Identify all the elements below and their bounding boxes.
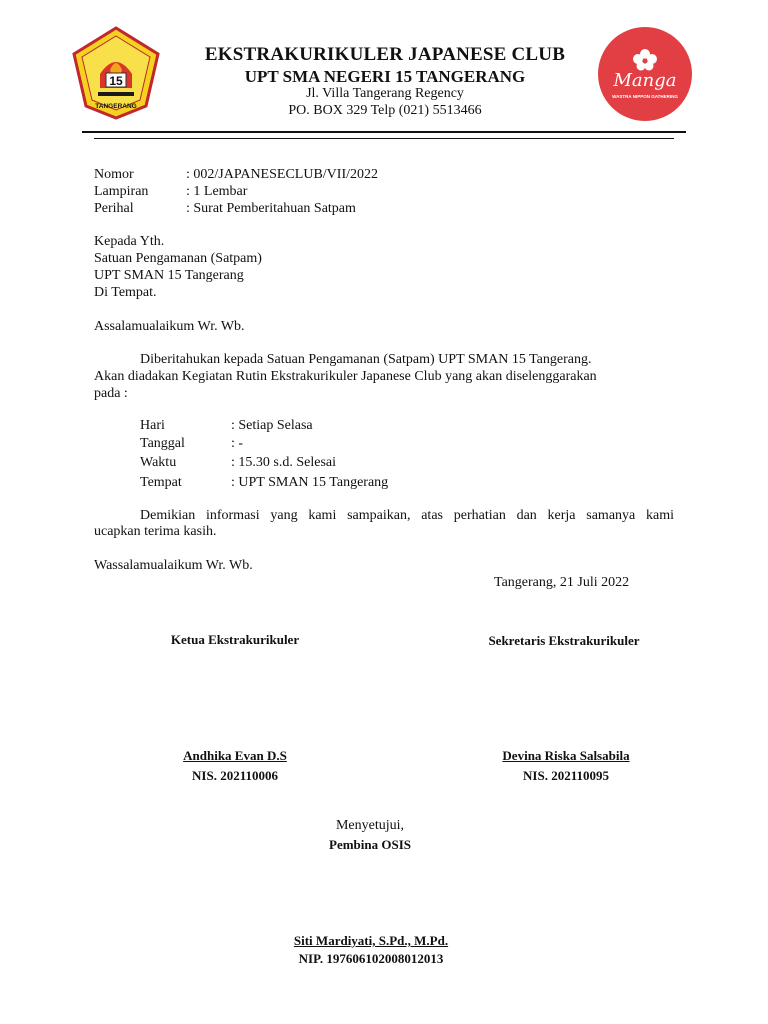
schedule-label: Waktu [140,455,177,470]
schedule-label: Hari [140,418,165,433]
right-signer-nis: NIS. 202110095 [523,768,609,783]
body-line: pada : [94,386,128,401]
school-logo-number: 15 [109,74,123,88]
right-signer-name: Devina Riska Salsabila [502,748,630,763]
left-signer-title: Ketua Ekstrakurikuler [170,632,300,647]
meta-nomor-value: : 002/JAPANESECLUB/VII/2022 [186,167,379,182]
body-line: Akan diadakan Kegiatan Rutin Ekstrakurikuler Japanese Club yang akan diselenggarakan [94,369,597,384]
school-contact: PO. BOX 329 Telp (021) 5513466 [288,103,482,118]
approval-nip: NIP. 197606102008012013 [298,951,444,966]
farewell: Wassalamualaikum Wr. Wb. [94,558,253,573]
recipient-line: UPT SMAN 15 Tangerang [94,268,244,283]
club-logo-script: Manga [613,70,677,91]
club-title: EKSTRAKURIKULER JAPANESE CLUB [204,44,566,65]
letter-date: Tangerang, 21 Juli 2022 [494,575,630,590]
schedule-value: : UPT SMAN 15 Tangerang [231,475,389,490]
meta-perihal-value: : Surat Pemberitahuan Satpam [186,201,356,216]
schedule-value: : - [231,436,244,451]
club-logo-tagline: WASTRA NIPPON GATHERING [612,94,678,99]
school-logo [72,26,160,120]
meta-perihal-label: Perihal [94,201,134,216]
approval-label: Menyetujui, [335,818,405,833]
schedule-value: : Setiap Selasa [231,418,313,433]
body-line: Diberitahukan kepada Satuan Pengamanan (Satpam) UPT SMAN 15 Tangerang. [140,352,592,367]
closing-line: ucapkan terima kasih. [94,524,217,539]
left-signer-name: Andhika Evan D.S [183,748,287,763]
meta-lampiran-label: Lampiran [94,184,149,199]
recipient-line: Satuan Pengamanan (Satpam) [94,251,262,266]
greeting: Assalamualaikum Wr. Wb. [94,319,245,334]
school-logo-bottom-text: TANGERANG [95,103,137,110]
schedule-label: Tempat [140,475,182,490]
left-signer-nis: NIS. 202110006 [192,768,278,783]
school-name: UPT SMA NEGERI 15 TANGERANG [244,67,526,86]
closing-line: Demikian informasi yang kami sampaikan, atas perhatian dan kerja samanya kami [140,508,674,523]
approval-name: Siti Mardiyati, S.Pd., M.Pd. [293,933,449,948]
club-logo [596,26,694,124]
header-rule-thin [94,138,674,139]
schedule-label: Tanggal [140,436,185,451]
header-rule-thick [82,131,686,133]
school-address: Jl. Villa Tangerang Regency [306,86,464,101]
recipient-line: Kepada Yth. [94,234,165,249]
meta-nomor-label: Nomor [94,167,134,182]
approval-title: Pembina OSIS [329,837,411,852]
recipient-line: Di Tempat. [94,285,157,300]
right-signer-title: Sekretaris Ekstrakurikuler [488,633,640,648]
meta-lampiran-value: : 1 Lembar [186,184,248,199]
schedule-value: : 15.30 s.d. Selesai [231,455,336,470]
